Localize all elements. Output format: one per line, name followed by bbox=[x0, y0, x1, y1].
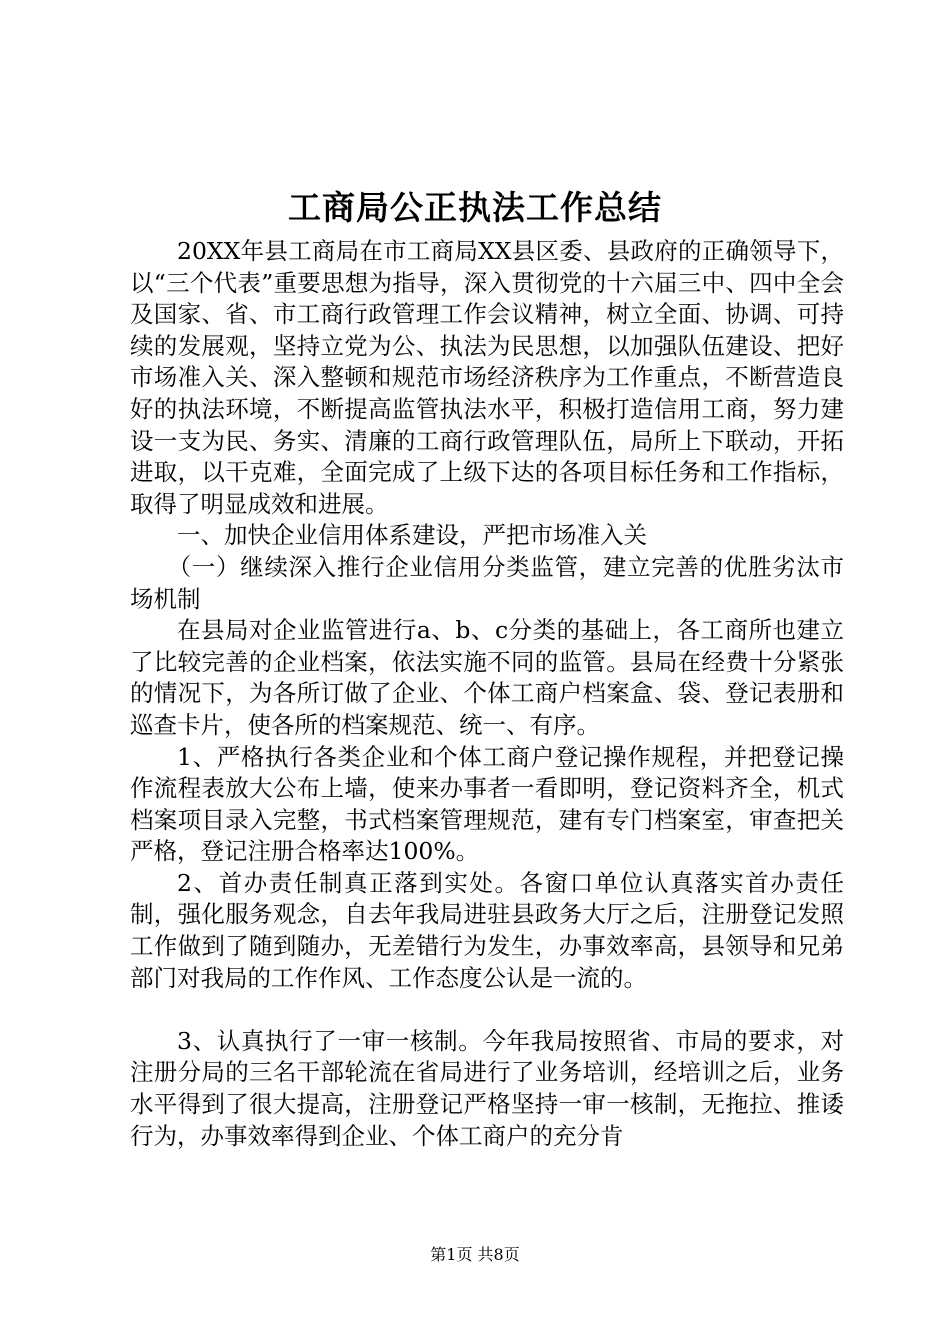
list-item-1: 1、严格执行各类企业和个体工商户登记操作规程，并把登记操作流程表放大公布上墙，使来办事者一看即明，登记资料齐全，机式档案项目录入完整，书式档案管理规范，建有专门档案室，审查把关严格，登记注册合格率达100%。 bbox=[130, 742, 844, 866]
list-item-2: 2、首办责任制真正落到实处。各窗口单位认真落实首办责任制，强化服务观念，自去年我局进驻县政务大厅之后，注册登记发照工作做到了随到随办，无差错行为发生，办事效率高，县领导和兄弟部门对我局的工作作风、工作态度公认是一流的。 bbox=[130, 868, 844, 992]
list-item-3: 3、认真执行了一审一核制。今年我局按照省、市局的要求，对注册分局的三名干部轮流在省局进行了业务培训，经培训之后，业务水平得到了很大提高，注册登记严格坚持一审一核制，无拖拉、推诿行为，办事效率得到企业、个体工商户的充分肯 bbox=[130, 1026, 844, 1150]
page-footer: 第1页 共8页 bbox=[430, 1245, 520, 1264]
section-heading: 一、加快企业信用体系建设，严把市场准入关 bbox=[177, 521, 647, 550]
body-paragraph: 在县局对企业监管进行a、b、c分类的基础上，各工商所也建立了比较完善的企业档案，依法实施不同的监管。县局在经费十分紧张的情况下，为各所订做了企业、个体工商户档案盒、袋、登记表册和巡查卡片，使各所的档案规范、统一、有序。 bbox=[130, 616, 844, 739]
document-body bbox=[130, 236, 844, 1152]
intro-paragraph: 20XX年县工商局在市工商局XX县区委、县政府的正确领导下，以“三个代表”重要思想为指导，深入贯彻党的十六届三中、四中全会及国家、省、市工商行政管理工作会议精神，树立全面、协调、可持续的发展观，坚持立党为公、执法为民思想，以加强队伍建设、把好市场准入关、深入整顿和规范市场经济秩序为工作重点，不断营造良好的执法环境，不断提高监管执法水平，积极打造信用工商，努力建设一支为民、务实、清廉的工商行政管理队伍，局所上下联动，开拓进取，以干克难，全面完成了上级下达的各项目标任务和工作指标，取得了明显成效和进展。 bbox=[130, 237, 844, 518]
subsection-heading: （一）继续深入推行企业信用分类监管，建立完善的优胜劣汰市场机制 bbox=[130, 552, 844, 613]
document-title: 工商局公正执法工作总结 bbox=[288, 188, 662, 227]
